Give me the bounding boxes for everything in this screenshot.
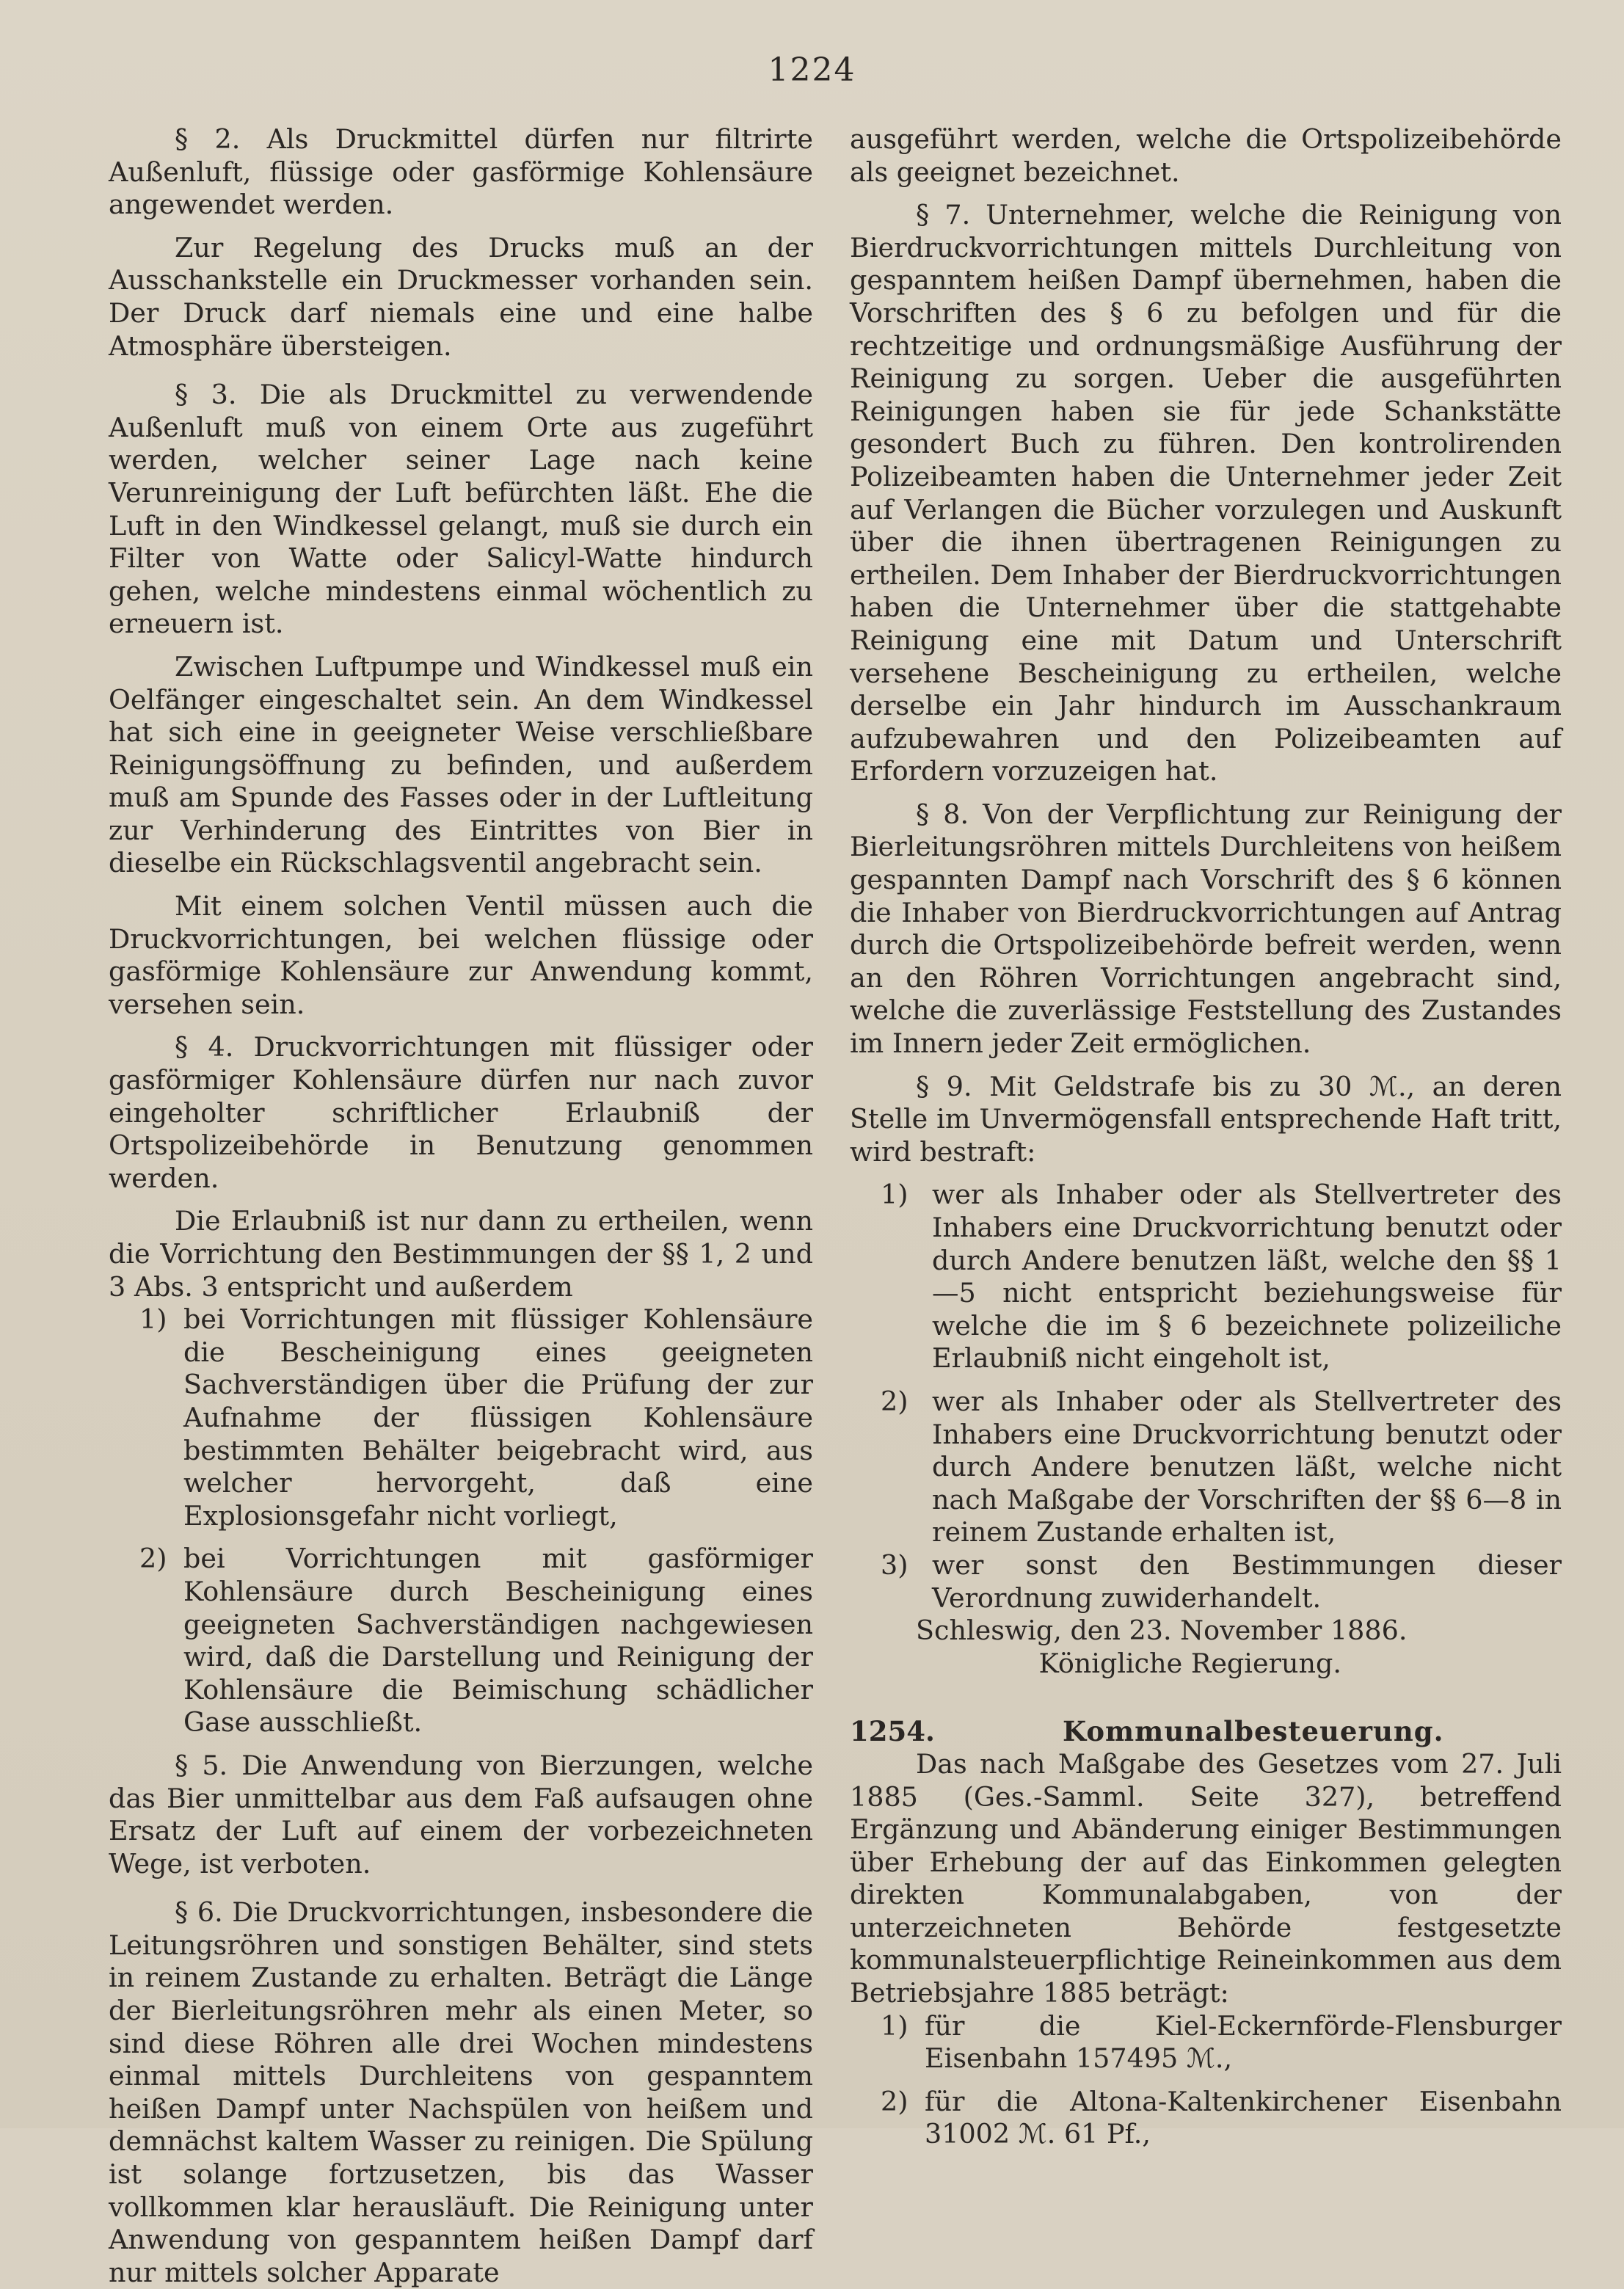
paragraph-section-3-valve: Mit einem solchen Ventil müssen auch die Druckvorrichtungen, bei welchen flüssige oder gasförmige Kohlensäure zur Anwendung kommt, versehen sein. — [109, 890, 813, 1020]
right-column — [850, 123, 1562, 2151]
list-item-number: 1) — [881, 1179, 909, 1211]
paragraph-section-7: § 7. Unternehmer, welche die Reinigung von Bierdruckvorrichtungen mittels Durchleitung von gespanntem heißen Dampf übernehmen, haben die Vorschriften des § 6 zu befolgen und für die rechtzeitige und ordnungsmäßige Ausführung der Reinigung zu sorgen. Ueber die ausgeführten Reinigungen haben sie für jede Schankstätte gesondert Buch zu führen. Den kontrolirenden Polizeibeamten haben die Unternehmer jeder Zeit auf Verlangen die Bücher vorzulegen und Auskunft über die ihnen übertragenen Reinigungen zu ertheilen. Dem Inhaber der Bierdruckvorrichtungen haben die Unternehmer über die stattgehabte Reinigung eine mit Datum und Unterschrift versehene Bescheinigung zu ertheilen, welche derselbe ein Jahr hindurch im Ausschankraum aufzubewahren und den Polizeibeamten auf Erfordern vorzuzeigen hat. — [850, 199, 1562, 787]
paragraph-section-6-continued: ausgeführt werden, welche die Ortspolizeibehörde als geeignet bezeichnet. — [850, 123, 1562, 188]
list-item-text: für die Kiel-Eckernförde-Flensburger Eisenbahn 157495 ℳ., — [925, 2009, 1562, 2075]
signature-place-date: Schleswig, den 23. November 1886. — [916, 1615, 1408, 1647]
list-item-number: 1) — [881, 2009, 909, 2042]
signature-authority: Königliche Regierung. — [1038, 1647, 1341, 1679]
list-item — [109, 1543, 813, 1739]
paragraph-section-3: § 3. Die als Druckmittel zu verwendende Außenluft muß von einem Orte aus zugeführt werden, welcher seiner Lage nach keine Verunreinigung der Luft befürchten läßt. Ehe die Luft in den Windkessel gelangt, muß sie durch ein Filter von Watte oder Salicyl-Watte hindurch gehen, welche mindestens einmal wöchentlich zu erneuern ist. — [109, 379, 813, 640]
list-item — [109, 1303, 813, 1532]
list-item-text: wer als Inhaber oder als Stellvertreter des Inhabers eine Druckvorrichtung benutzt oder durch Andere benutzen läßt, welche nicht nach Maßgabe der Vorschriften der §§ 6—8 in reinem Zustande erhalten ist, — [932, 1385, 1562, 1549]
paragraph-section-4-permission: Die Erlaubniß ist nur dann zu ertheilen, wenn die Vorrichtung den Bestimmungen der §§ 1, 2 und 3 Abs. 3 entspricht und außerdem — [109, 1205, 813, 1303]
paragraph-section-1254: Das nach Maßgabe des Gesetzes vom 27. Juli 1885 (Ges.-Samml. Seite 327), betreffend Ergänzung und Abänderung einiger Bestimmungen über Erhebung der auf das Einkommen gelegten direkten Kommunalabgaben, von der unterzeichneten Behörde festgesetzte kommunalsteuerpflichtige Reineinkommen aus dem Betriebsjahre 1885 beträgt: — [850, 1747, 1562, 2009]
paragraph-section-9: § 9. Mit Geldstrafe bis zu 30 ℳ., an deren Stelle im Unvermögensfall entsprechende Haft tritt, wird bestraft: — [850, 1070, 1562, 1168]
list-item — [850, 2086, 1562, 2151]
left-column — [109, 123, 813, 2289]
list-item-text: wer als Inhaber oder als Stellvertreter des Inhabers eine Druckvorrichtung benutzt oder durch Andere benutzen läßt, welche den §§ 1—5 nicht entspricht beziehungsweise für welche die im § 6 bezeichnete polizeiliche Erlaubniß nicht eingeholt ist, — [932, 1179, 1562, 1375]
list-item-text: bei Vorrichtungen mit gasförmiger Kohlensäure durch Bescheinigung eines geeigneten Sachverständigen nachgewiesen wird, daß die Darstellung und Reinigung der Kohlensäure die Beimischung schädlicher Gase ausschließt. — [183, 1543, 813, 1739]
section-heading-1254 — [850, 1715, 1562, 1748]
section-title: Kommunalbesteuerung. — [1063, 1715, 1444, 1748]
list-item-text: bei Vorrichtungen mit flüssiger Kohlensäure die Bescheinigung eines geeigneten Sachverständigen über die Prüfung der zur Aufnahme der flüssigen Kohlensäure bestimmten Behälter beigebracht wird, aus welcher hervorgeht, daß eine Explosionsgefahr nicht vorliegt, — [183, 1303, 813, 1532]
list-item-number: 3) — [881, 1549, 909, 1581]
paragraph-section-4: § 4. Druckvorrichtungen mit flüssiger oder gasförmiger Kohlensäure dürfen nur nach zuvor eingeholter schriftlicher Erlaubniß der Ortspolizeibehörde in Benutzung genommen werden. — [109, 1031, 813, 1194]
list-item — [850, 2010, 1562, 2075]
list-item-text: wer sonst den Bestimmungen dieser Verordnung zuwiderhandelt. — [932, 1549, 1562, 1614]
list-item-number: 2) — [881, 1385, 909, 1417]
list-item-number: 2) — [139, 1543, 167, 1575]
section-number: 1254. — [850, 1715, 935, 1748]
paragraph-section-6: § 6. Die Druckvorrichtungen, insbesondere die Leitungsröhren und sonstigen Behälter, sind stets in reinem Zustande zu erhalten. Beträgt die Länge der Bierleitungsröhren mehr als einen Meter, so sind diese Röhren alle drei Wochen mindestens einmal mittels Durchleitens von gespanntem heißen Dampf unter Nachspülen von heißem und demnächst kaltem Wasser zu reinigen. Die Spülung ist solange fortzusetzen, bis das Wasser vollkommen klar herausläuft. Die Reinigung unter Anwendung von gespanntem heißen Dampf darf nur mittels solcher Apparate — [109, 1896, 813, 2288]
list-item — [850, 1179, 1562, 1375]
paragraph-section-3-oil-catcher: Zwischen Luftpumpe und Windkessel muß ein Oelfänger eingeschaltet sein. An dem Windkessel hat sich eine in geeigneter Weise verschließbare Reinigungsöffnung zu befinden, und außerdem muß am Spunde des Fasses oder in der Luftleitung zur Verhinderung des Eintrittes von Bier in dieselbe ein Rückschlagsventil angebracht sein. — [109, 650, 813, 879]
page-number: 1224 — [768, 51, 856, 89]
list-item-number: 2) — [881, 2085, 909, 2117]
list-item — [850, 1386, 1562, 1549]
paragraph-section-2-pressure: Zur Regelung des Drucks muß an der Ausschankstelle ein Druckmesser vorhanden sein. Der Druck darf niemals eine und eine halbe Atmosphäre übersteigen. — [109, 231, 813, 362]
list-item-number: 1) — [139, 1303, 167, 1336]
list-item-text: für die Altona-Kaltenkirchener Eisenbahn 31002 ℳ. 61 Pf., — [925, 2085, 1562, 2150]
paragraph-section-5: § 5. Die Anwendung von Bierzungen, welche das Bier unmittelbar aus dem Faß aufsaugen ohne Ersatz der Luft auf einem der vorbezeichneten Wege, ist verboten. — [109, 1749, 813, 1879]
paragraph-section-2: § 2. Als Druckmittel dürfen nur filtrirte Außenluft, flüssige oder gasförmige Kohlensäure angewendet werden. — [109, 123, 813, 221]
paragraph-section-8: § 8. Von der Verpflichtung zur Reinigung der Bierleitungsröhren mittels Durchleitens von heißem gespannten Dampf nach Vorschrift des § 6 können die Inhaber von Bierdruckvorrichtungen auf Antrag durch die Ortspolizeibehörde befreit werden, wenn an den Röhren Vorrichtungen angebracht sind, welche die zuverlässige Feststellung des Zustandes im Innern jeder Zeit ermöglichen. — [850, 798, 1562, 1060]
list-item — [850, 1549, 1562, 1615]
